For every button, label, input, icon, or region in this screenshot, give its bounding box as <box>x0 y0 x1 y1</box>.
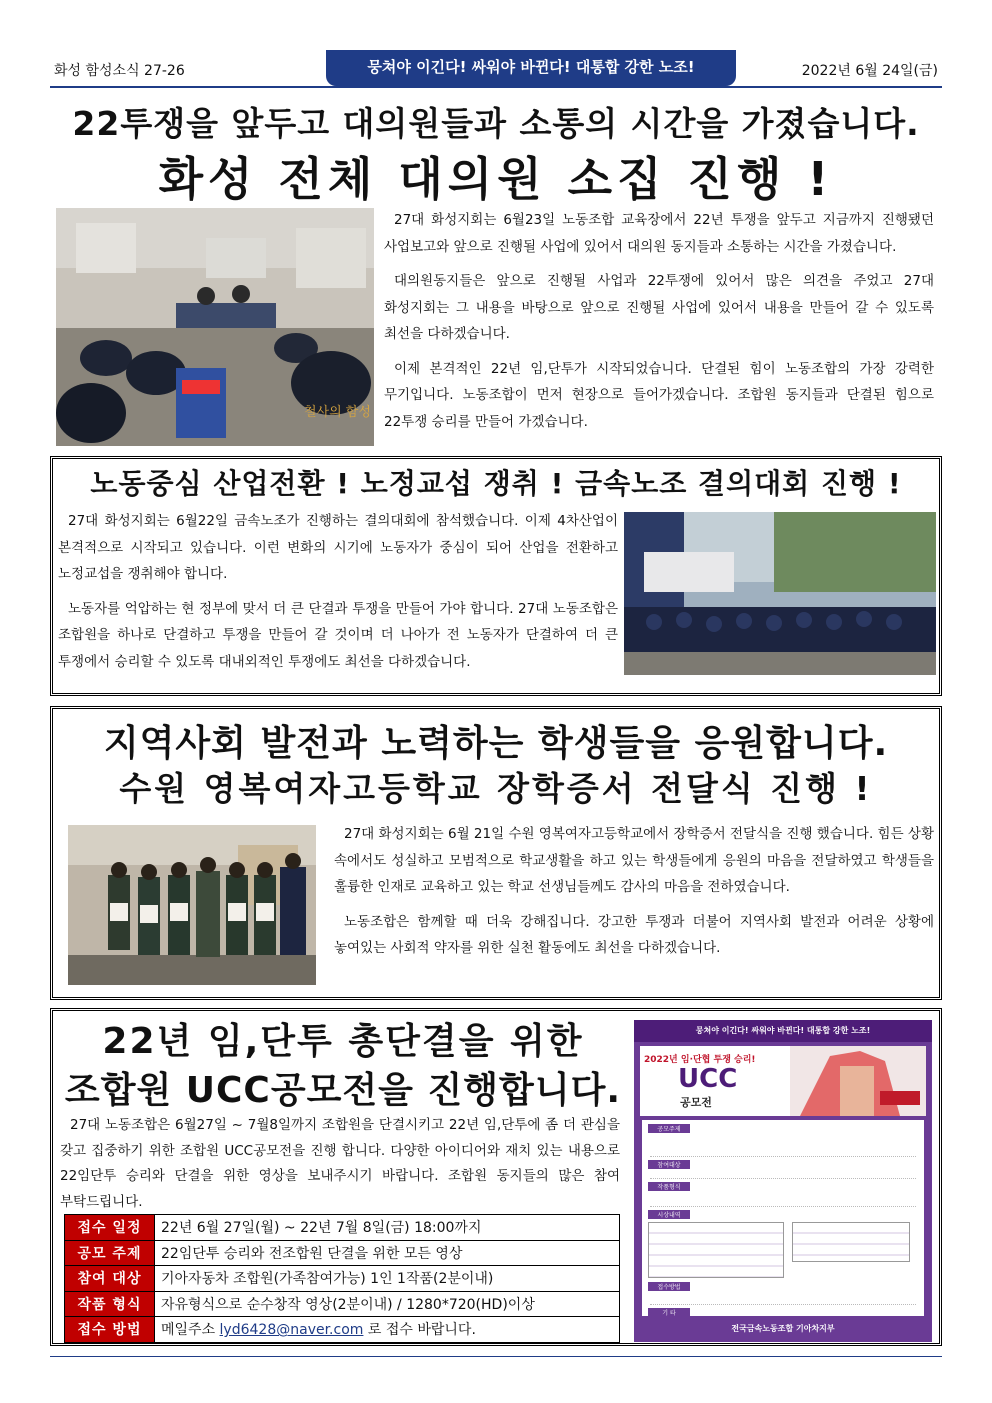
row-value <box>155 1317 620 1343</box>
article1-title: 화성 전체 대의원 소집 진행 ! <box>158 152 834 206</box>
table-row <box>65 1317 620 1343</box>
fist-illustration <box>790 1046 926 1116</box>
article1-paragraph: 27대 화성지회는 6월23일 노동조합 교육장에서 22년 투쟁을 앞두고 지금까지 진행됐던 사업보고와 앞으로 진행될 사업에 있어서 대의원 동지들과 소통하는 시간을 가졌습니다. <box>384 212 934 255</box>
article3-paragraph: 노동조합은 함께할 때 더욱 강해집니다. 강고한 투쟁과 더불어 지역사회 발전과 어려운 상황에 놓여있는 사회적 약자를 위한 실천 활동에도 최선을 다하겠습니다. <box>334 913 934 956</box>
poster-section: 공모주제 <box>648 1124 690 1133</box>
article1-subtitle: 22투쟁을 앞두고 대의원들과 소통의 시간을 가졌습니다. <box>72 104 920 143</box>
poster-details <box>642 1120 924 1316</box>
poster-lines <box>650 1171 916 1179</box>
row-label: 작품 형식 <box>65 1291 155 1317</box>
mail-prefix: 메일주소 <box>161 1322 220 1339</box>
table-row <box>65 1266 620 1292</box>
table-row <box>65 1291 620 1317</box>
footer-rule <box>50 1356 942 1357</box>
article2-paragraph: 노동자를 억압하는 현 정부에 맞서 더 큰 단결과 투쟁을 만들어 가야 합니다. 27대 노동조합은 조합원을 하나로 단결하고 투쟁을 만들어 갈 것이며 더 나아가 전 노동자가 단결하여 더 큰 투쟁에서 승리할 수 있도록 대내외적인 투쟁에도 최선을 다하겠습니다. <box>58 600 618 670</box>
poster-section: 시상내역 <box>648 1210 690 1219</box>
issue-date: 2022년 6월 24일(금) <box>801 63 938 79</box>
article2-body <box>58 508 618 683</box>
row-label: 접수 일정 <box>65 1215 155 1241</box>
slogan-banner: 뭉쳐야 이긴다! 싸워야 바뀐다! 대통합 강한 노조! <box>326 50 736 86</box>
header-rule <box>50 86 942 88</box>
row-value: 자유형식으로 순수창작 영상(2분이내) / 1280*720(HD)이상 <box>155 1291 620 1317</box>
article4-title: 조합원 UCC공모전을 진행합니다. <box>64 1070 622 1111</box>
article1-body <box>384 207 934 443</box>
poster-lines <box>650 1293 916 1305</box>
article2-paragraph: 27대 화성지회는 6월22일 금속노조가 진행하는 결의대회에 참석했습니다. 이제 4차산업이 본격적으로 시작되고 있습니다. 이런 변화의 시기에 노동자가 중심이 되어 산업을 전환하고 노정교섭을 쟁취해야 합니다. <box>58 513 618 582</box>
issue-number: 화성 함성소식 27-26 <box>54 63 185 79</box>
meeting-photo <box>56 208 374 446</box>
poster-ucc: UCC <box>678 1064 738 1094</box>
table-row <box>65 1240 620 1266</box>
poster-footer: 전국금속노동조합 기아차지부 <box>731 1324 835 1333</box>
article4-paragraph: 27대 노동조합은 6월27일 ~ 7월8일까지 조합원을 단결시키고 22년 임,단투에 좀 더 관심을 갖고 집중하기 위한 조합원 UCC공모전을 진행 합니다. 다양한 아이디어와 재치 있는 내용으로 22임단투 승리와 단결을 위한 영상을 보내주시기 바랍니다. 조합원 동지들의 많은 참여 부탁드립니다. <box>60 1117 620 1210</box>
table-row <box>65 1215 620 1241</box>
contest-info-table <box>64 1214 620 1343</box>
newsletter-header <box>50 56 942 86</box>
article4-body <box>60 1113 620 1223</box>
poster-hero <box>640 1046 926 1116</box>
article1-paragraph: 대의원동지들은 앞으로 진행될 사업과 22투쟁에 있어서 많은 의견을 주었고 27대 화성지회는 그 내용을 바탕으로 앞으로 진행될 사업에 있어서 내용을 만들어 갈 수 있도록 최선을 다하겠습니다. <box>384 273 934 342</box>
row-label: 참여 대상 <box>65 1266 155 1292</box>
ucc-poster <box>634 1020 932 1342</box>
email-link[interactable]: lyd6428@naver.com <box>219 1322 364 1339</box>
mail-suffix: 로 접수 바랍니다. <box>363 1322 476 1339</box>
scholarship-photo <box>68 825 316 985</box>
poster-section: 기 타 <box>648 1308 690 1317</box>
row-value: 22년 6월 27일(월) ~ 22년 7월 8일(금) 18:00까지 <box>155 1215 620 1241</box>
row-value: 22임단투 승리와 전조합원 단결을 위한 모든 영상 <box>155 1240 620 1266</box>
article3-title: 수원 영복여자고등학교 장학증서 전달식 진행 ! <box>119 769 873 808</box>
poster-section: 작품형식 <box>648 1182 690 1191</box>
article4-subtitle: 22년 임,단투 총단결을 위한 <box>102 1021 584 1062</box>
row-value: 기아자동차 조합원(가족참여가능) 1인 1작품(2분이내) <box>155 1266 620 1292</box>
article3-body <box>334 821 934 970</box>
article1-paragraph: 이제 본격적인 22년 임,단투가 시작되었습니다. 단결된 힘이 노동조합의 가장 강력한 무기입니다. 노동조합이 먼저 현장으로 들어가겠습니다. 조합원 동지들과 단결된 힘으로 22투쟁 승리를 만들어 가겠습니다. <box>384 360 934 430</box>
poster-section: 참여대상 <box>648 1160 690 1169</box>
poster-subtitle: 2022년 임·단협 투쟁 승리! <box>644 1055 756 1065</box>
poster-ucc-sub: 공모전 <box>680 1096 712 1109</box>
row-label: 공모 주제 <box>65 1240 155 1266</box>
photo-sign-text: 철사의 함성 <box>304 405 371 420</box>
poster-award-tables <box>648 1222 918 1278</box>
article3-paragraph: 27대 화성지회는 6월 21일 수원 영복여자고등학교에서 장학증서 전달식을 진행 했습니다. 힘든 상황 속에서도 성실하고 모범적으로 학교생활을 하고 있는 학생들에게 응원의 마음을 전달하였고 학생들을 훌륭한 인재로 교육하고 있는 학교 선생님들께도 감사의 마음을 전하였습니다. <box>334 826 934 895</box>
article3-subtitle: 지역사회 발전과 노력하는 학생들을 응원합니다. <box>103 723 889 764</box>
poster-lines <box>650 1193 916 1207</box>
poster-section: 접수방법 <box>648 1282 690 1291</box>
row-label: 접수 방법 <box>65 1317 155 1343</box>
rally-photo <box>624 512 936 675</box>
poster-lines <box>650 1135 916 1157</box>
article2-title: 노동중심 산업전환 ! 노정교섭 쟁취 ! 금속노조 결의대회 진행 ! <box>90 467 902 500</box>
poster-top-banner: 뭉쳐야 이긴다! 싸워야 바뀐다! 대통합 강한 노조! <box>634 1020 932 1042</box>
